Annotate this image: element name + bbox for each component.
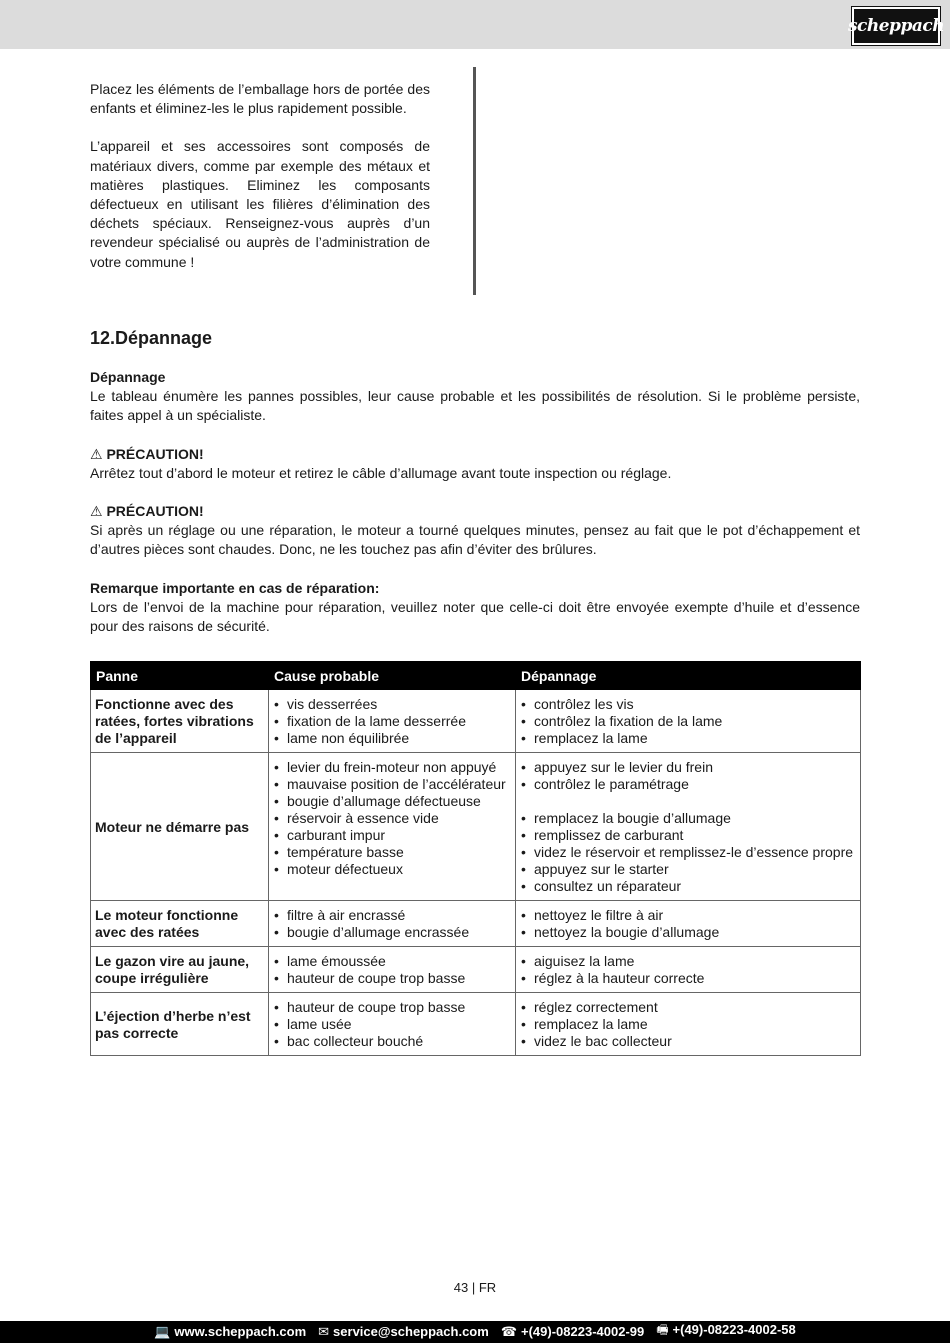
list-item: • videz le réservoir et remplissez-le d’essence propre — [520, 844, 855, 861]
remedy-cell — [516, 901, 861, 947]
column-header-depannage: Dépannage — [516, 662, 861, 690]
list-item: • fixation de la lame desserrée — [273, 713, 510, 730]
list-item: • bougie d’allumage encrassée — [273, 924, 510, 941]
table-row — [91, 753, 861, 901]
cause-cell — [269, 947, 516, 993]
table-row — [91, 690, 861, 753]
mail-icon: ✉ — [318, 1324, 330, 1339]
footer-fax: 🖷 +(49)-08223-4002-58 — [656, 1322, 796, 1337]
remedy-cell — [516, 993, 861, 1056]
list-item: • vis desserrées — [273, 696, 510, 713]
list-item: • remplissez de carburant — [520, 827, 855, 844]
list-item: • contrôlez le paramétrage — [520, 776, 855, 793]
list-item: • remplacez la bougie d’allumage — [520, 810, 855, 827]
list-item: • bac collecteur bouché — [273, 1033, 510, 1050]
remedy-cell — [516, 690, 861, 753]
brand-logo: scheppach — [852, 7, 940, 45]
caution-label-2: ⚠ PRÉCAUTION! — [90, 503, 204, 520]
caution-text-1: Arrêtez tout d’abord le moteur et retirez le câble d’allumage avant toute inspection ou réglage. — [90, 464, 672, 481]
list-item: • carburant impur — [273, 827, 510, 844]
footer-bar — [0, 1321, 950, 1343]
column-header-panne: Panne — [91, 662, 269, 690]
list-item: • température basse — [273, 844, 510, 861]
caution-label-1: ⚠ PRÉCAUTION! — [90, 445, 204, 462]
table-row — [91, 947, 861, 993]
list-item: • remplacez la lame — [520, 730, 855, 747]
table-row — [91, 993, 861, 1056]
list-item: • nettoyez le filtre à air — [520, 907, 855, 924]
list-item: • levier du frein-moteur non appuyé — [273, 759, 510, 776]
troubleshooting-table — [90, 661, 861, 1056]
list-item: • réglez correctement — [520, 999, 855, 1016]
list-item: • aiguisez la lame — [520, 953, 855, 970]
cause-cell — [269, 901, 516, 947]
table-row — [91, 901, 861, 947]
caution-text-2: Si après un réglage ou une réparation, le moteur a tourné quelques minutes, pensez au fait que le pot d’échappement et d’autres pièces sont chaudes. Donc, ne les touchez pas afin d’éviter des brûlures. — [90, 522, 860, 558]
column-divider — [473, 67, 476, 295]
page-number: 43 | FR — [453, 1280, 497, 1295]
list-item: • lame non équilibrée — [273, 730, 510, 747]
cause-cell — [269, 993, 516, 1056]
list-item: • remplacez la lame — [520, 1016, 855, 1033]
list-item: • filtre à air encrassé — [273, 907, 510, 924]
fault-cell: Fonctionne avec des ratées, fortes vibrations de l’appareil — [91, 690, 269, 753]
list-item: • hauteur de coupe trop basse — [273, 970, 510, 987]
list-spacer — [520, 793, 855, 810]
list-item: • réglez à la hauteur correcte — [520, 970, 855, 987]
intro-text — [90, 80, 430, 291]
list-item: • videz le bac collecteur — [520, 1033, 855, 1050]
cause-cell — [269, 690, 516, 753]
list-item: • appuyez sur le starter — [520, 861, 855, 878]
remedy-cell — [516, 947, 861, 993]
header-bar — [0, 0, 950, 49]
remedy-cell — [516, 753, 861, 901]
list-item: • bougie d’allumage défectueuse — [273, 793, 510, 810]
list-item: • contrôlez les vis — [520, 696, 855, 713]
list-item: • hauteur de coupe trop basse — [273, 999, 510, 1016]
footer-email[interactable]: ✉ service@scheppach.com — [318, 1324, 489, 1339]
intro-sentence: Le tableau énumère les pannes possibles, leur cause probable et les possibilités de résolution. Si le problème persiste, faites appel à un spécialiste. — [90, 388, 860, 424]
footer-web[interactable]: 💻 www.scheppach.com — [154, 1324, 307, 1339]
remark-label: Remarque importante en cas de réparation: — [90, 579, 380, 596]
list-item: • contrôlez la fixation de la lame — [520, 713, 855, 730]
list-item: • lame émoussée — [273, 953, 510, 970]
intro-paragraph-1: Placez les éléments de l’emballage hors de portée des enfants et éliminez-les le plus rapidement possible. — [90, 81, 430, 117]
phone-icon: ☎ — [500, 1324, 518, 1339]
column-header-cause: Cause probable — [269, 662, 516, 690]
section-body — [90, 368, 860, 655]
list-item: • mauvaise position de l’accélérateur — [273, 776, 510, 793]
table-header-row — [91, 662, 861, 690]
fault-cell: Le gazon vire au jaune, coupe irrégulière — [91, 947, 269, 993]
intro-paragraph-2: L’appareil et ses accessoires sont composés de matériaux divers, comme par exemple des métaux et matières plastiques. Eliminez les composants défectueux en utilisant les filières d’élimination des déchets spéciaux. Renseignez-vous auprès d’un revendeur spécialisé ou auprès de l’administration de votre commune ! — [90, 138, 430, 270]
list-item: • moteur défectueux — [273, 861, 510, 878]
fault-cell: Le moteur fonctionne avec des ratées — [91, 901, 269, 947]
list-item: • consultez un réparateur — [520, 878, 855, 895]
footer-phone: ☎ +(49)-08223-4002-99 — [500, 1324, 645, 1339]
list-item: • nettoyez la bougie d’allumage — [520, 924, 855, 941]
fault-cell: Moteur ne démarre pas — [91, 753, 269, 901]
list-item: • réservoir à essence vide — [273, 810, 510, 827]
cause-cell — [269, 753, 516, 901]
section-title: 12.Dépannage — [90, 328, 213, 348]
fault-cell: L’éjection d’herbe n’est pas correcte — [91, 993, 269, 1056]
remark-text: Lors de l’envoi de la machine pour réparation, veuillez noter que celle-ci doit être envoyée exempte d’huile et d’essence pour des raisons de sécurité. — [90, 598, 860, 635]
fax-icon: 🖷 — [656, 1322, 669, 1337]
list-item: • appuyez sur le levier du frein — [520, 759, 855, 776]
subheading: Dépannage — [90, 369, 166, 385]
computer-icon: 💻 — [154, 1324, 171, 1339]
list-item: • lame usée — [273, 1016, 510, 1033]
